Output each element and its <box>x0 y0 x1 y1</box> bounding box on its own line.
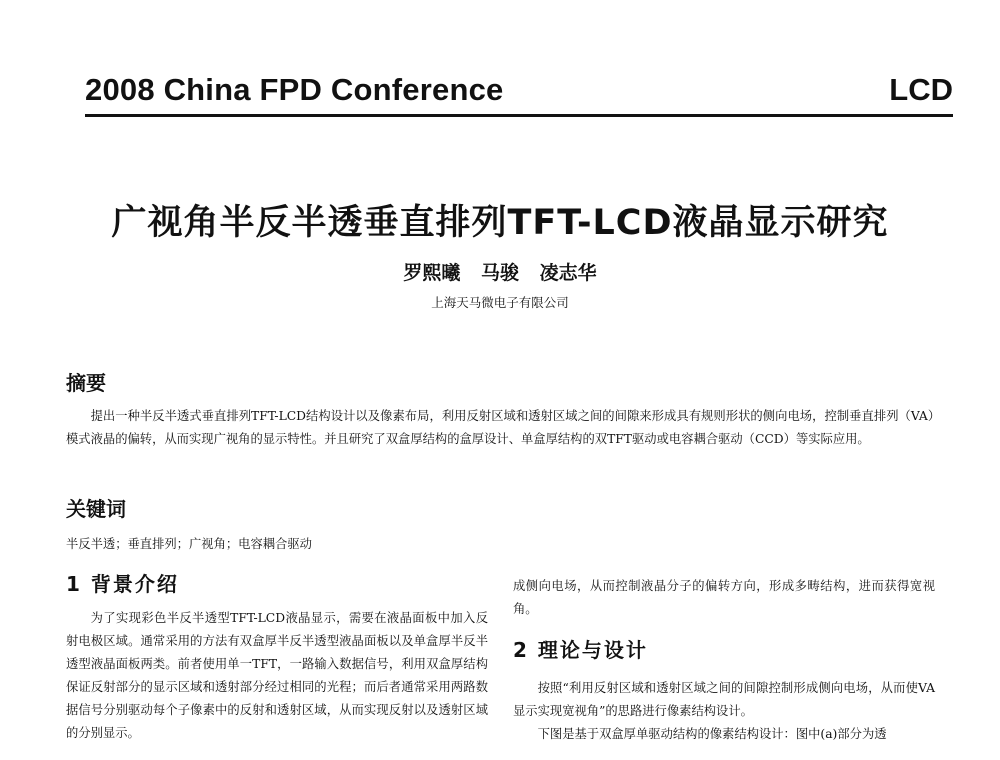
abstract-body <box>66 405 934 451</box>
paper-authors: 罗熙曦 马骏 凌志华 <box>403 262 597 284</box>
abstract-text: 提出一种半反半透式垂直排列TFT-LCD结构设计以及像素布局，利用反射区域和透射区域之间的间隙来形成具有规则形状的侧向电场，控制垂直排列（VA）模式液晶的偏转，从而实现广视角的显示特性。并且研究了双盒厚结构的盒厚设计、单盒厚结构的双TFT驱动或电容耦合驱动（CCD）等实际应用。 <box>66 409 934 446</box>
column-2-continuation <box>513 575 935 621</box>
keywords-heading: 关键词 <box>66 497 126 521</box>
keywords-text: 半反半透；垂直排列；广视角；电容耦合驱动 <box>66 537 312 551</box>
section-1-heading: 1 背景介绍 <box>66 572 179 596</box>
paper-affiliation: 上海天马微电子有限公司 <box>431 295 569 310</box>
paper-title: 广视角半反半透垂直排列TFT-LCD液晶显示研究 <box>111 203 889 243</box>
continuation-text: 成侧向电场，从而控制液晶分子的偏转方向，形成多畴结构，进而获得宽视角。 <box>513 579 935 616</box>
section-tag: LCD <box>889 72 953 107</box>
section-1-text: 为了实现彩色半反半透型TFT-LCD液晶显示，需要在液晶面板中加入反射电极区域。通常采用的方法有双盒厚半反半透型液晶面板以及单盒厚半反半透型液晶面板两类。前者使用单一TFT，一路输入数据信号，利用双盒厚结构保证反射部分的显示区域和透射部分经过相同的光程；而后者通常采用两路数据信号分别驱动每个子像素中的反射和透射区域，从而实现反射以及透射区域的分别显示。 <box>66 611 488 740</box>
section-2-body <box>513 677 935 746</box>
section-1-body <box>66 607 488 745</box>
abstract-heading: 摘要 <box>66 371 106 395</box>
section-2-text-1: 按照“利用反射区域和透射区域之间的间隙控制形成侧向电场，从而使VA显示实现宽视角”的思路进行像素结构设计。 <box>513 681 935 718</box>
section-2-text-2: 下图是基于双盒厚单驱动结构的像素结构设计：图中(a)部分为透 <box>537 727 887 741</box>
running-header <box>85 66 953 117</box>
conference-name: 2008 China FPD Conference <box>85 72 504 107</box>
section-2-heading: 2 理论与设计 <box>513 638 648 662</box>
